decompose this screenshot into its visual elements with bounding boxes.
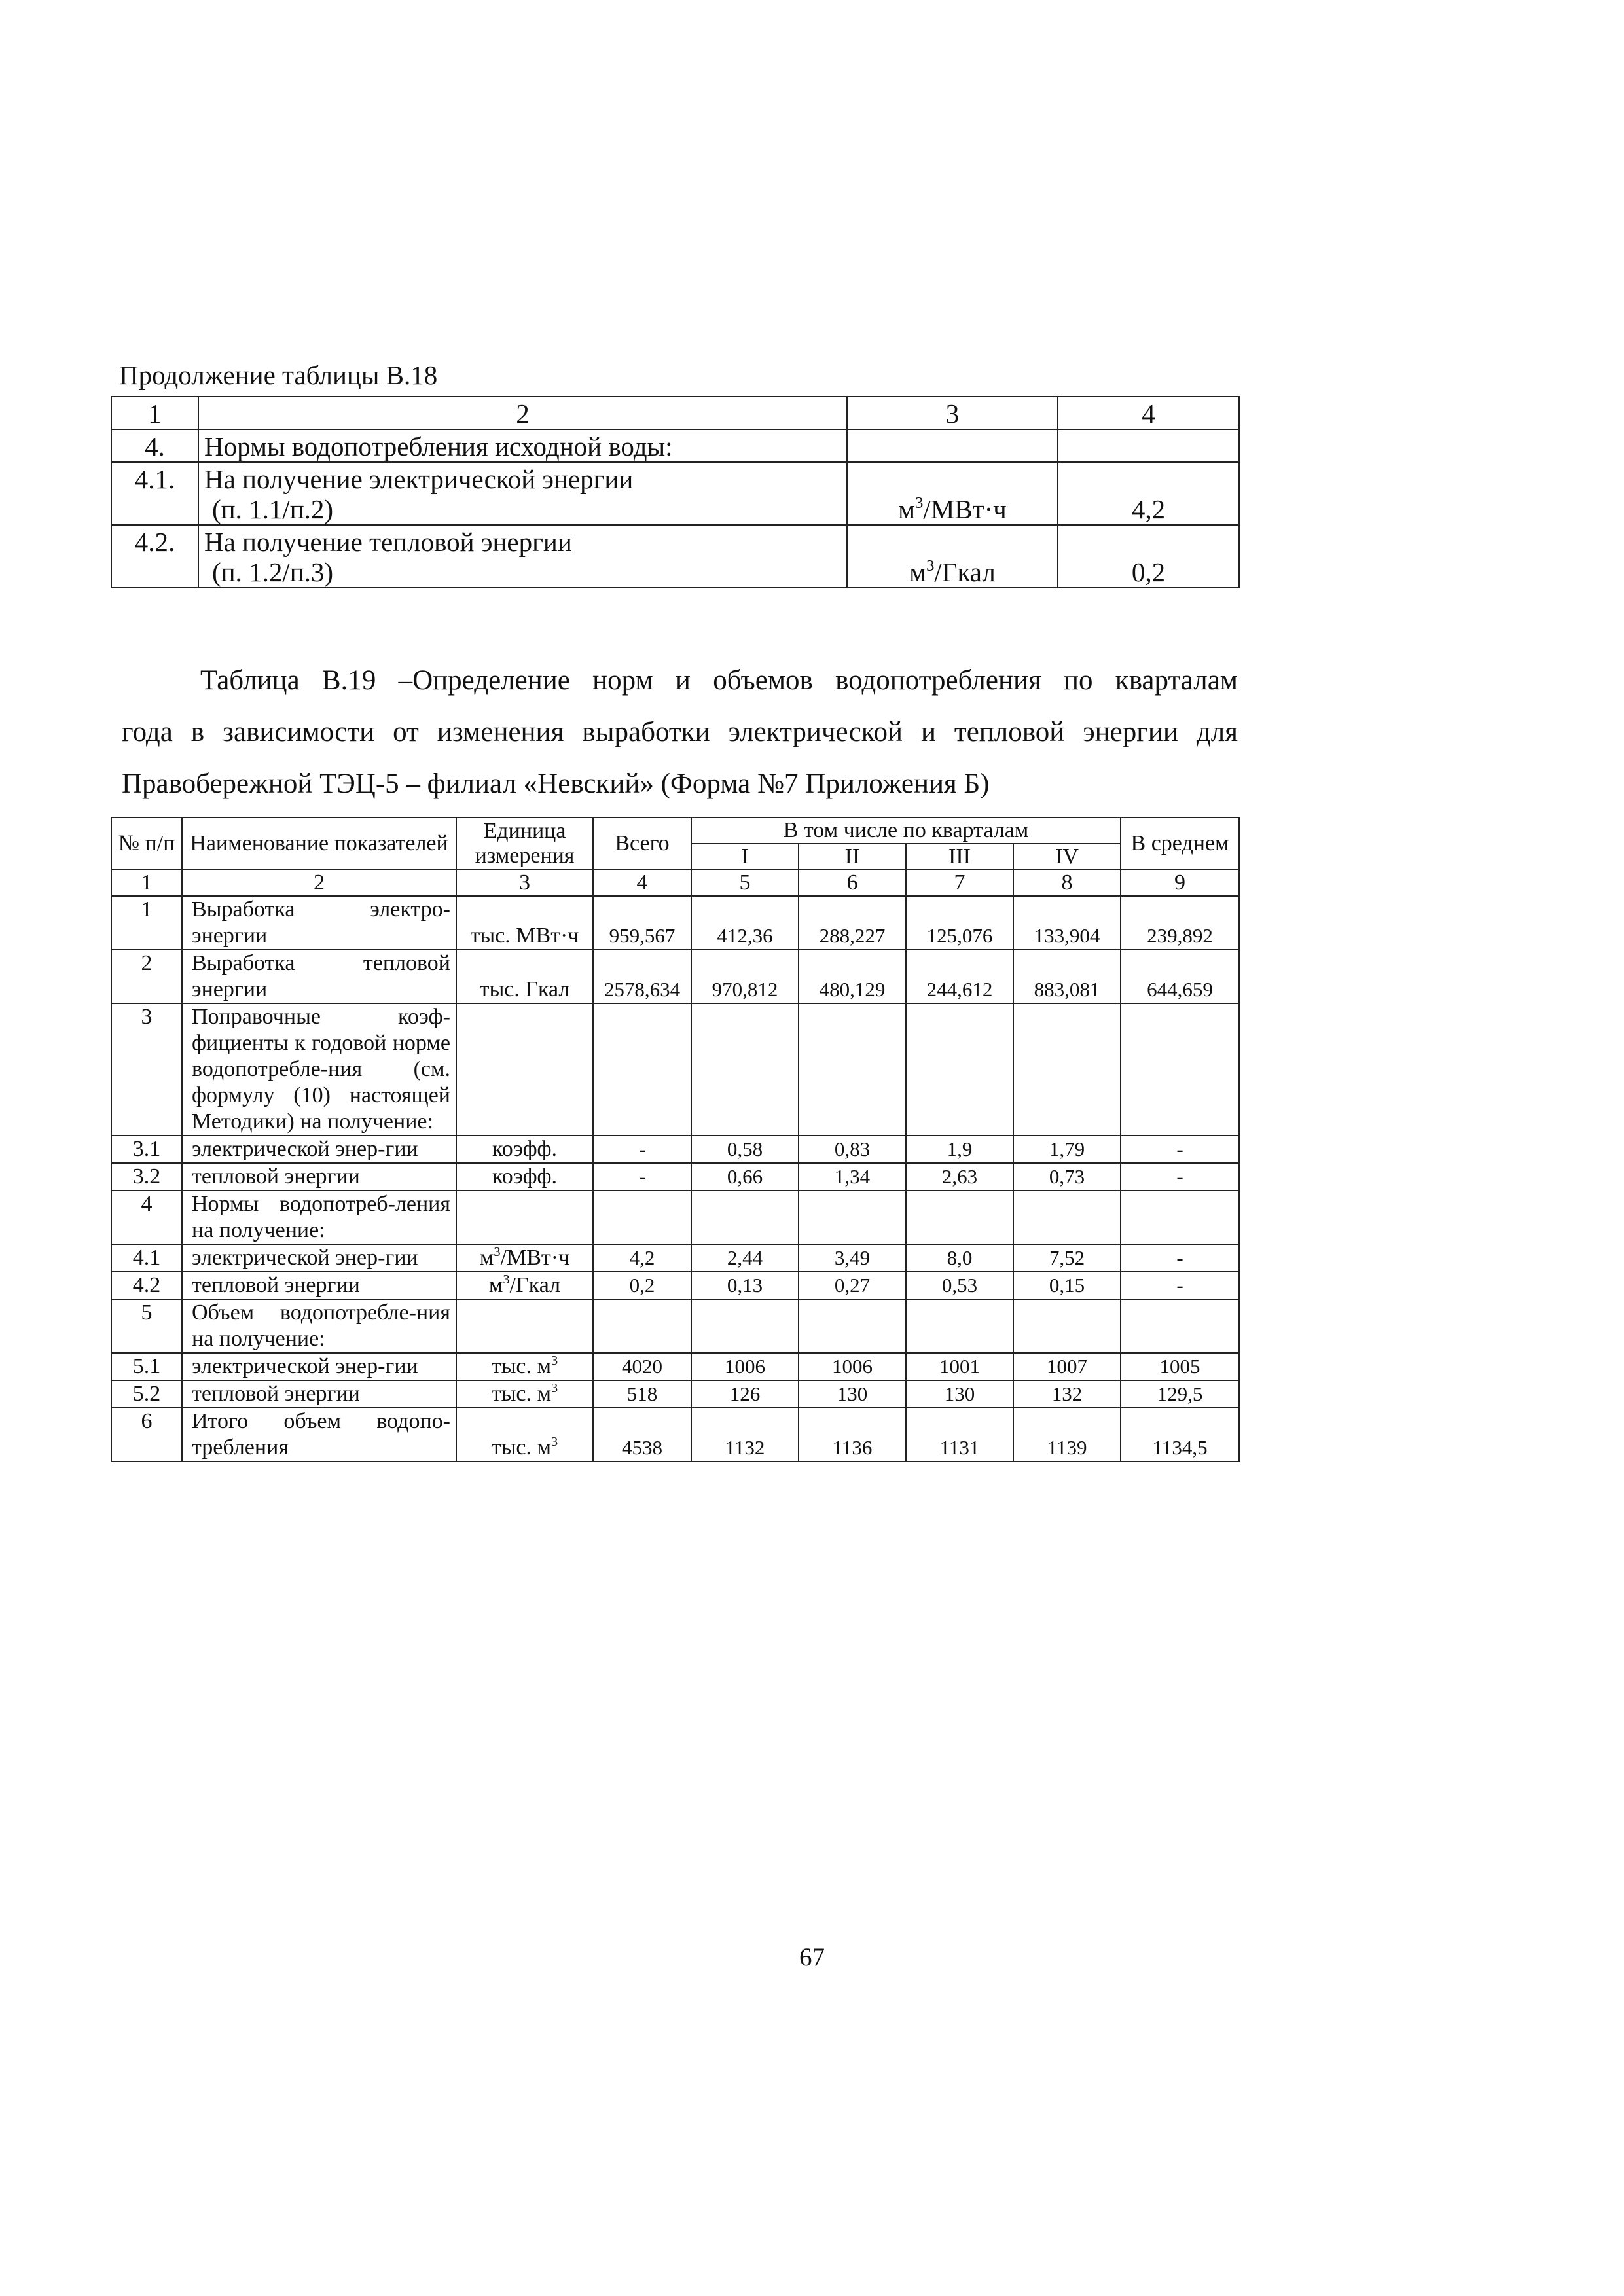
caption-line-1: Таблица В.19 –Определение норм и объемов водопотребления по кварталам bbox=[200, 665, 1238, 696]
unit-cell bbox=[456, 1272, 593, 1299]
value-cell: - bbox=[1121, 1136, 1239, 1163]
value-cell: 4020 bbox=[593, 1353, 691, 1380]
table-b19-body bbox=[111, 817, 1239, 1462]
value-cell bbox=[1013, 1003, 1121, 1136]
unit-cell bbox=[456, 1003, 593, 1136]
unit-superscript: 3 bbox=[915, 494, 924, 512]
table-row bbox=[111, 1353, 1239, 1380]
row-name-cell: тепловой энергии bbox=[182, 1163, 456, 1191]
unit-superscript: 3 bbox=[551, 1434, 558, 1449]
header-quarters-group: В том числе по кварталам bbox=[691, 817, 1121, 844]
value-cell: 883,081 bbox=[1013, 950, 1121, 1003]
page-number: 67 bbox=[799, 1943, 825, 1971]
value-cell bbox=[799, 1003, 906, 1136]
header-name: Наименование показателей bbox=[182, 817, 456, 870]
row-name-cell: электрической энер-гии bbox=[182, 1244, 456, 1272]
unit-cell bbox=[847, 525, 1058, 588]
table-row bbox=[111, 1380, 1239, 1408]
unit-base: тыс. м bbox=[491, 1354, 552, 1378]
value-cell: 0,53 bbox=[906, 1272, 1013, 1299]
value-cell: 0,83 bbox=[799, 1136, 906, 1163]
value-cell: 4,2 bbox=[593, 1244, 691, 1272]
value-cell: 239,892 bbox=[1121, 896, 1239, 950]
row-number-cell: 4. bbox=[111, 429, 198, 462]
row-name-line: Нормы водопотребления исходной воды: bbox=[204, 431, 673, 461]
header-quarter: I bbox=[691, 844, 799, 870]
column-number-cell: 6 bbox=[799, 870, 906, 896]
value-cell: 1136 bbox=[799, 1408, 906, 1462]
unit-superscript: 3 bbox=[494, 1244, 501, 1259]
column-number-cell: 1 bbox=[111, 397, 198, 429]
continuation-caption: Продолжение таблицы В.18 bbox=[119, 360, 438, 390]
row-number-cell: 4 bbox=[111, 1191, 182, 1244]
value-cell: 644,659 bbox=[1121, 950, 1239, 1003]
value-cell: 1,34 bbox=[799, 1163, 906, 1191]
column-number-cell: 1 bbox=[111, 870, 182, 896]
value-cell: 4538 bbox=[593, 1408, 691, 1462]
unit-rest: /МВт·ч bbox=[500, 1246, 570, 1270]
value-cell: 0,27 bbox=[799, 1272, 906, 1299]
row-number-cell: 2 bbox=[111, 950, 182, 1003]
value-cell: 130 bbox=[799, 1380, 906, 1408]
row-name-cell bbox=[198, 429, 847, 462]
unit-rest: /Гкал bbox=[509, 1273, 561, 1297]
value-cell: 1001 bbox=[906, 1353, 1013, 1380]
value-cell: 1134,5 bbox=[1121, 1408, 1239, 1462]
value-cell: 959,567 bbox=[593, 896, 691, 950]
row-name-cell: Объем водопотребле-ния на получение: bbox=[182, 1299, 456, 1353]
row-number-cell: 4.1 bbox=[111, 1244, 182, 1272]
table-row bbox=[111, 525, 1239, 588]
row-name-cell bbox=[198, 462, 847, 525]
value-cell: - bbox=[593, 1163, 691, 1191]
column-number-cell: 8 bbox=[1013, 870, 1121, 896]
row-number-cell: 4.1. bbox=[111, 462, 198, 525]
column-number-cell: 3 bbox=[847, 397, 1058, 429]
value-cell: 480,129 bbox=[799, 950, 906, 1003]
value-cell: 2,63 bbox=[906, 1163, 1013, 1191]
table-b18-continuation bbox=[111, 396, 1240, 588]
value-cell bbox=[593, 1003, 691, 1136]
value-cell bbox=[1013, 1191, 1121, 1244]
value-cell: 3,49 bbox=[799, 1244, 906, 1272]
row-name-cell: Выработка электро-энергии bbox=[182, 896, 456, 950]
column-number-cell: 3 bbox=[456, 870, 593, 896]
value-cell: 126 bbox=[691, 1380, 799, 1408]
value-cell bbox=[691, 1191, 799, 1244]
row-number-cell: 3.2 bbox=[111, 1163, 182, 1191]
unit-base: м bbox=[898, 494, 916, 524]
value-cell: - bbox=[1121, 1272, 1239, 1299]
row-name-cell: Итого объем водопо-требления bbox=[182, 1408, 456, 1462]
table-b19 bbox=[111, 817, 1240, 1462]
column-number-cell: 4 bbox=[593, 870, 691, 896]
value-cell: 0,73 bbox=[1013, 1163, 1121, 1191]
header-quarter: III bbox=[906, 844, 1013, 870]
value-cell: 8,0 bbox=[906, 1244, 1013, 1272]
value-cell: 0,13 bbox=[691, 1272, 799, 1299]
value-cell: 0,15 bbox=[1013, 1272, 1121, 1299]
value-cell: 1139 bbox=[1013, 1408, 1121, 1462]
table-row bbox=[111, 896, 1239, 950]
caption-line-3: Правобережной ТЭЦ-5 – филиал «Невский» (Форма №7 Приложения Б) bbox=[122, 768, 990, 799]
unit-base: м bbox=[488, 1273, 503, 1297]
header-quarter: II bbox=[799, 844, 906, 870]
value-cell: - bbox=[593, 1136, 691, 1163]
value-cell: 2,44 bbox=[691, 1244, 799, 1272]
value-cell: 412,36 bbox=[691, 896, 799, 950]
table-row bbox=[111, 462, 1239, 525]
value-cell: 130 bbox=[906, 1380, 1013, 1408]
table-row bbox=[111, 1136, 1239, 1163]
value-cell bbox=[906, 1191, 1013, 1244]
row-name-cell bbox=[198, 525, 847, 588]
unit-cell bbox=[847, 462, 1058, 525]
row-number-cell: 5.1 bbox=[111, 1353, 182, 1380]
value-cell: 0,2 bbox=[1058, 525, 1239, 588]
value-cell bbox=[593, 1191, 691, 1244]
row-name-cell: тепловой энергии bbox=[182, 1272, 456, 1299]
row-name-line: (п. 1.2/п.3) bbox=[212, 557, 334, 587]
row-name-cell: Поправочные коэф-фициенты к годовой норме водопотребле-ния (см. формулу (10) настоящей Методики) на получение: bbox=[182, 1003, 456, 1136]
unit-rest: /МВт·ч bbox=[923, 494, 1007, 524]
value-cell: 1006 bbox=[799, 1353, 906, 1380]
value-cell bbox=[1121, 1003, 1239, 1136]
value-cell bbox=[799, 1191, 906, 1244]
row-name-cell: электрической энер-гии bbox=[182, 1136, 456, 1163]
value-cell: 0,66 bbox=[691, 1163, 799, 1191]
unit-superscript: 3 bbox=[926, 557, 935, 575]
row-number-cell: 1 bbox=[111, 896, 182, 950]
table-row bbox=[111, 1272, 1239, 1299]
header-unit: Единица измерения bbox=[456, 817, 593, 870]
value-cell: - bbox=[1121, 1163, 1239, 1191]
value-cell: 0,58 bbox=[691, 1136, 799, 1163]
column-number-cell: 9 bbox=[1121, 870, 1239, 896]
value-cell bbox=[1058, 429, 1239, 462]
value-cell: 1132 bbox=[691, 1408, 799, 1462]
unit-superscript: 3 bbox=[551, 1380, 558, 1395]
row-name-cell: тепловой энергии bbox=[182, 1380, 456, 1408]
unit-base: тыс. м bbox=[491, 1435, 552, 1460]
unit-superscript: 3 bbox=[551, 1353, 558, 1368]
value-cell bbox=[691, 1003, 799, 1136]
value-cell bbox=[1121, 1191, 1239, 1244]
unit-base: тыс. Гкал bbox=[479, 977, 570, 1001]
unit-base: коэфф. bbox=[492, 1164, 557, 1189]
header-num: № п/п bbox=[111, 817, 182, 870]
row-name-cell: Выработка тепловой энергии bbox=[182, 950, 456, 1003]
table-header-row bbox=[111, 817, 1239, 844]
column-number-cell: 2 bbox=[198, 397, 847, 429]
unit-base: м bbox=[479, 1246, 494, 1270]
value-cell: 132 bbox=[1013, 1380, 1121, 1408]
table-header-row bbox=[111, 397, 1239, 429]
unit-base: тыс. м bbox=[491, 1382, 552, 1406]
unit-cell bbox=[456, 1380, 593, 1408]
unit-base: тыс. МВт·ч bbox=[470, 924, 579, 948]
header-average: В среднем bbox=[1121, 817, 1239, 870]
unit-rest: /Гкал bbox=[934, 557, 996, 587]
value-cell: 1007 bbox=[1013, 1353, 1121, 1380]
row-name-line: (п. 1.1/п.2) bbox=[212, 494, 334, 524]
unit-base: м bbox=[909, 557, 927, 587]
unit-superscript: 3 bbox=[503, 1272, 510, 1287]
value-cell bbox=[906, 1299, 1013, 1353]
unit-cell bbox=[456, 1136, 593, 1163]
value-cell: 518 bbox=[593, 1380, 691, 1408]
value-cell bbox=[691, 1299, 799, 1353]
table-b18-body bbox=[111, 397, 1239, 588]
value-cell: 2578,634 bbox=[593, 950, 691, 1003]
unit-cell bbox=[456, 1408, 593, 1462]
value-cell: 0,2 bbox=[593, 1272, 691, 1299]
unit-cell bbox=[456, 1191, 593, 1244]
table-row bbox=[111, 950, 1239, 1003]
value-cell: - bbox=[1121, 1244, 1239, 1272]
value-cell: 1006 bbox=[691, 1353, 799, 1380]
value-cell bbox=[1013, 1299, 1121, 1353]
row-number-cell: 6 bbox=[111, 1408, 182, 1462]
value-cell: 133,904 bbox=[1013, 896, 1121, 950]
table-b19-caption bbox=[122, 655, 1238, 810]
table-row bbox=[111, 1003, 1239, 1136]
table-row bbox=[111, 1244, 1239, 1272]
column-number-cell: 4 bbox=[1058, 397, 1239, 429]
header-total: Всего bbox=[593, 817, 691, 870]
row-name-line: На получение тепловой энергии bbox=[204, 527, 572, 557]
value-cell: 970,812 bbox=[691, 950, 799, 1003]
column-number-cell: 5 bbox=[691, 870, 799, 896]
value-cell: 244,612 bbox=[906, 950, 1013, 1003]
value-cell bbox=[1121, 1299, 1239, 1353]
column-number-cell: 7 bbox=[906, 870, 1013, 896]
unit-base: коэфф. bbox=[492, 1137, 557, 1161]
row-name-cell: Нормы водопотреб-ления на получение: bbox=[182, 1191, 456, 1244]
table-row bbox=[111, 429, 1239, 462]
column-numbers-row bbox=[111, 870, 1239, 896]
value-cell: 1,79 bbox=[1013, 1136, 1121, 1163]
table-row bbox=[111, 1163, 1239, 1191]
value-cell: 129,5 bbox=[1121, 1380, 1239, 1408]
value-cell bbox=[593, 1299, 691, 1353]
value-cell: 125,076 bbox=[906, 896, 1013, 950]
value-cell: 1,9 bbox=[906, 1136, 1013, 1163]
column-number-cell: 2 bbox=[182, 870, 456, 896]
unit-cell bbox=[456, 1299, 593, 1353]
row-number-cell: 4.2. bbox=[111, 525, 198, 588]
row-name-cell: электрической энер-гии bbox=[182, 1353, 456, 1380]
unit-cell bbox=[847, 429, 1058, 462]
unit-cell bbox=[456, 896, 593, 950]
table-row bbox=[111, 1191, 1239, 1244]
value-cell bbox=[906, 1003, 1013, 1136]
table-row bbox=[111, 1299, 1239, 1353]
row-number-cell: 3 bbox=[111, 1003, 182, 1136]
row-number-cell: 4.2 bbox=[111, 1272, 182, 1299]
value-cell: 1005 bbox=[1121, 1353, 1239, 1380]
row-number-cell: 3.1 bbox=[111, 1136, 182, 1163]
unit-cell bbox=[456, 1353, 593, 1380]
unit-cell bbox=[456, 1244, 593, 1272]
caption-line-2: года в зависимости от изменения выработки электрической и тепловой энергии для bbox=[122, 717, 1238, 747]
header-quarter: IV bbox=[1013, 844, 1121, 870]
unit-cell bbox=[456, 1163, 593, 1191]
row-number-cell: 5.2 bbox=[111, 1380, 182, 1408]
value-cell: 4,2 bbox=[1058, 462, 1239, 525]
value-cell: 7,52 bbox=[1013, 1244, 1121, 1272]
unit-cell bbox=[456, 950, 593, 1003]
value-cell bbox=[799, 1299, 906, 1353]
value-cell: 288,227 bbox=[799, 896, 906, 950]
table-row bbox=[111, 1408, 1239, 1462]
row-number-cell: 5 bbox=[111, 1299, 182, 1353]
value-cell: 1131 bbox=[906, 1408, 1013, 1462]
row-name-line: На получение электрической энергии bbox=[204, 464, 634, 494]
